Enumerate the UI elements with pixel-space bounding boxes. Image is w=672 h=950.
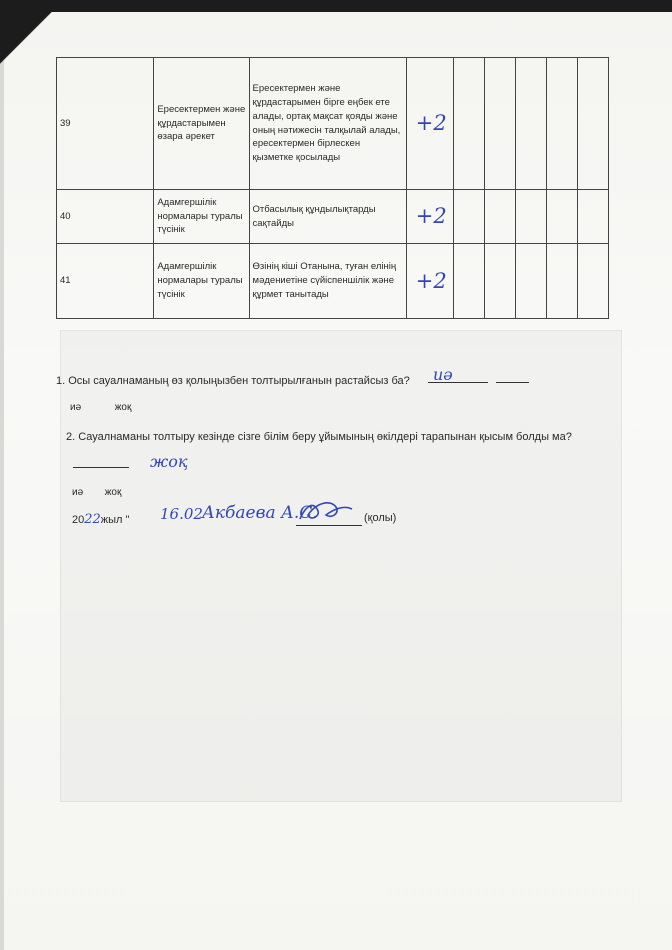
row-number: 41 [57,244,154,319]
empty-cell [484,190,515,244]
name-handwritten: Акбаева А.С. [202,503,318,523]
row-theme: Адамгершілік нормалары туралы түсінік [154,244,249,319]
question-1-text: 1. Осы сауалнаманың өз қолыңызбен толтырылғанын растайсыз ба? [56,375,410,387]
empty-cell [577,244,608,319]
question-2 [66,431,572,443]
option-yes: иә [70,402,82,413]
date-handwritten: 16.02 [160,505,203,523]
question-1 [56,375,410,387]
empty-cell [484,244,515,319]
signature-underline [296,525,362,526]
empty-cell [484,58,515,190]
answer-line [428,382,488,383]
scan-top-border [0,0,672,12]
empty-cell [515,58,546,190]
answer-line [73,467,129,468]
scan-edge [0,0,4,950]
row-skill: Отбасылық құндылықтарды сақтайды [249,190,406,244]
row-skill: Өзінің кіші Отанына, туған елінің мәдениетіне сүйіспеншілік және құрмет танытады [249,244,406,319]
row-number: 39 [57,58,154,190]
empty-cell [453,190,484,244]
empty-cell [515,190,546,244]
question-1-options [70,402,131,413]
question-2-answer: жоқ [150,452,188,471]
signature-label: (қолы) [364,512,397,524]
year-prefix: 20 [72,514,85,526]
row-theme: Адамгершілік нормалары туралы түсінік [154,190,249,244]
table-row [57,190,609,244]
show-through-shadow [60,330,622,802]
row-skill: Ересектермен және құрдастарымен бірге еңбек ете алады, ортақ мақсат қояды және оның нәтижесін талқылай алады, ересектермен бірлескен қызметке қосылады [249,58,406,190]
empty-cell [577,58,608,190]
signature-scribble [296,495,356,527]
empty-cell [453,58,484,190]
handwritten-mark: +2 [415,204,447,229]
empty-cell [546,58,577,190]
question-2-text: 2. Сауалнаманы толтыру кезінде сізге білім беру ұйымының өкілдері тарапынан қысым болды ма? [66,431,572,443]
skills-table [56,57,609,319]
year-handwritten: 22 [84,512,101,527]
handwritten-mark: +2 [415,111,447,136]
question-2-options [72,487,121,498]
date-signature-line [72,512,129,527]
empty-cell [453,244,484,319]
empty-cell [546,190,577,244]
row-theme: Ересектермен және құрдастарымен өзара әрекет [154,58,249,190]
table-row [57,244,609,319]
option-no: жоқ [104,487,122,498]
handwritten-mark: +2 [415,268,447,293]
empty-cell [546,244,577,319]
year-suffix: жыл " [100,514,130,526]
option-yes: иә [72,487,84,498]
answer-line [496,382,529,383]
question-1-answer: иә [433,365,453,384]
row-number: 40 [57,190,154,244]
table-row [57,58,609,190]
row-mark-cell [406,58,453,190]
row-mark-cell [406,190,453,244]
row-mark-cell [406,244,453,319]
empty-cell [577,190,608,244]
option-no: жоқ [114,402,132,413]
empty-cell [515,244,546,319]
